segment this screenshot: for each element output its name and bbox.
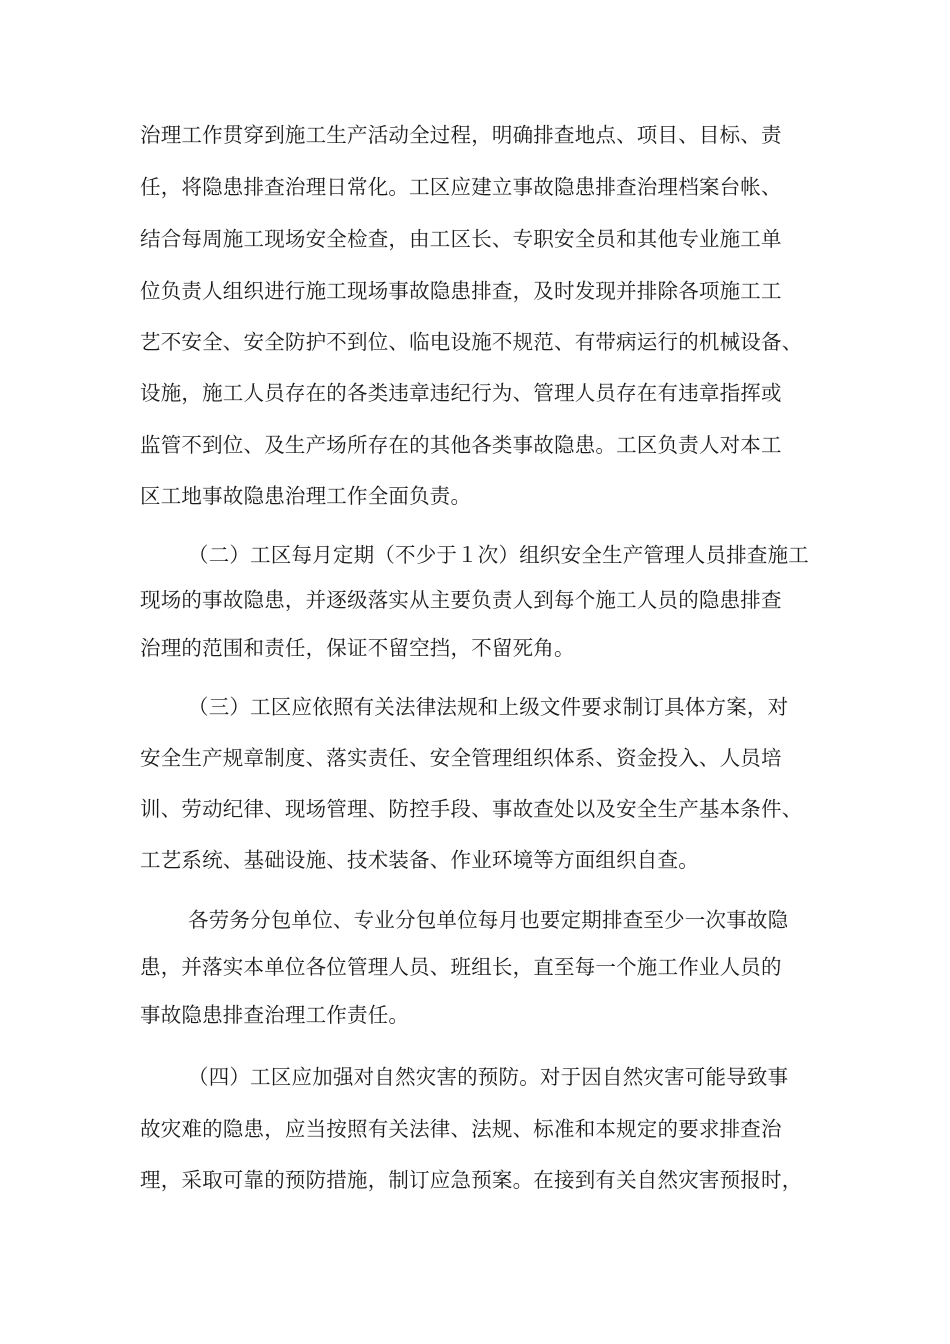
text-line: 治理工作贯穿到施工生产活动全过程，明确排查地点、项目、目标、责 xyxy=(140,123,782,147)
text-line: 事故隐患排查治理工作责任。 xyxy=(140,1003,410,1027)
text-line: 工艺系统、基础设施、技术装备、作业环境等方面组织自查。 xyxy=(140,848,699,872)
text-line: 训、劳动纪律、现场管理、防控手段、事故查处以及安全生产基本条件、 xyxy=(140,797,803,821)
text-line: 治理的范围和责任，保证不留空挡，不留死角。 xyxy=(140,636,575,660)
text-line: 艺不安全、安全防护不到位、临电设施不规范、有带病运行的机械设备、 xyxy=(140,330,803,354)
text-line: 现场的事故隐患，并逐级落实从主要负责人到每个施工人员的隐患排查 xyxy=(140,588,782,612)
text-line: 安全生产规章制度、落实责任、安全管理组织体系、资金投入、人员培 xyxy=(140,746,782,770)
text-line: 结合每周施工现场安全检查，由工区长、专职安全员和其他专业施工单 xyxy=(140,227,782,251)
text-line: 患，并落实本单位各位管理人员、班组长，直至每一个施工作业人员的 xyxy=(140,955,782,979)
paragraph-5-first-line: （四）工区应加强对自然灾害的预防。对于因自然灾害可能导致事 xyxy=(188,1065,789,1089)
text-line: 位负责人组织进行施工现场事故隐患排查，及时发现并排除各项施工工 xyxy=(140,279,782,303)
text-line: 区工地事故隐患治理工作全面负责。 xyxy=(140,484,472,508)
text-line: 监管不到位、及生产场所存在的其他各类事故隐患。工区负责人对本工 xyxy=(140,433,782,457)
text-line: 任，将隐患排查治理日常化。工区应建立事故隐患排查治理档案台帐、 xyxy=(140,175,782,199)
paragraph-2-first-line: （二）工区每月定期（不少于１次）组织安全生产管理人员排查施工 xyxy=(188,543,809,567)
text-line: 理，采取可靠的预防措施，制订应急预案。在接到有关自然灾害预报时， xyxy=(140,1168,803,1192)
text-line: 故灾难的隐患，应当按照有关法律、法规、标准和本规定的要求排查治 xyxy=(140,1117,782,1141)
paragraph-4-first-line: 各劳务分包单位、专业分包单位每月也要定期排查至少一次事故隐 xyxy=(188,908,789,932)
paragraph-3-first-line: （三）工区应依照有关法律法规和上级文件要求制订具体方案，对 xyxy=(188,695,789,719)
text-line: 设施，施工人员存在的各类违章违纪行为、管理人员存在有违章指挥或 xyxy=(140,381,782,405)
